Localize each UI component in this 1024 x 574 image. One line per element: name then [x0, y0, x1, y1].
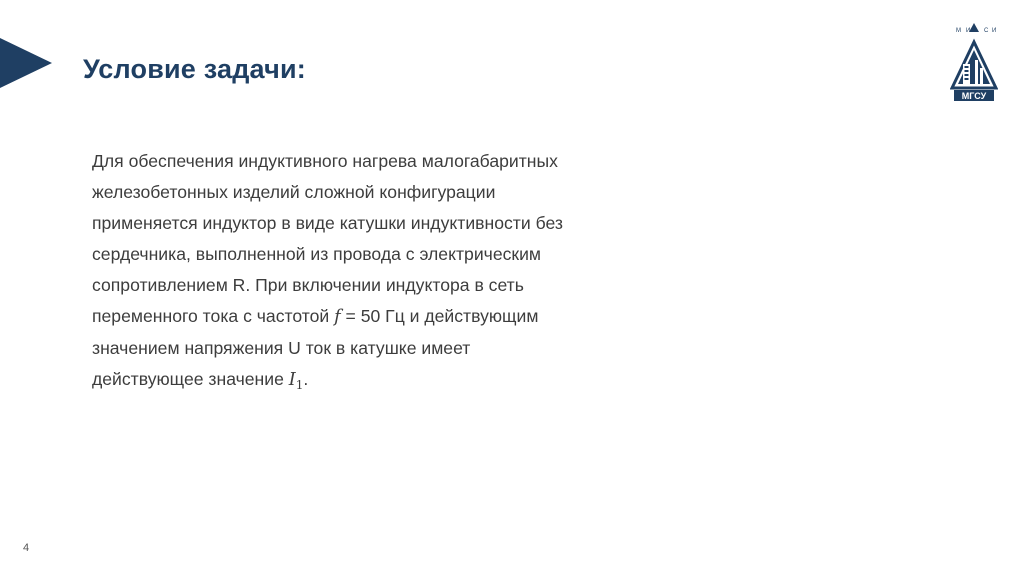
- current-symbol: I: [288, 370, 296, 390]
- text-fragment: переменного тока с частотой: [92, 306, 335, 326]
- text-fragment: = 50 Гц и действующим: [340, 306, 539, 326]
- triangle-arrow-icon: [0, 38, 52, 88]
- page-number: 4: [23, 542, 30, 554]
- text-line: применяется индуктор в виде катушки индуктивности без: [92, 213, 563, 233]
- logo-letter: И: [966, 28, 971, 34]
- logo-caption: МГСУ: [961, 91, 987, 101]
- current-subscript: 1: [295, 378, 304, 392]
- text-line: сердечника, выполненной из провода с электрическим: [92, 244, 542, 264]
- text-line: сопротивлением R. При включении индуктора в сеть: [92, 275, 524, 295]
- logo-letter: И: [992, 28, 997, 34]
- text-line: [92, 364, 692, 401]
- text-fragment: .: [303, 369, 309, 389]
- logo-letter: С: [984, 28, 989, 34]
- text-line: [92, 301, 692, 333]
- mgsu-logo: [950, 20, 998, 102]
- text-line: значением напряжения U ток в катушке имеет: [92, 338, 471, 358]
- frequency-symbol: f: [334, 307, 341, 327]
- text-line: Для обеспечения индуктивного нагрева малогабаритных: [92, 151, 558, 171]
- text-line: железобетонных изделий сложной конфигурации: [92, 182, 496, 202]
- text-fragment: действующее значение: [92, 369, 289, 389]
- slide-title: Условие задачи:: [83, 54, 306, 84]
- problem-statement: [92, 146, 692, 401]
- logo-letter: М: [956, 28, 961, 34]
